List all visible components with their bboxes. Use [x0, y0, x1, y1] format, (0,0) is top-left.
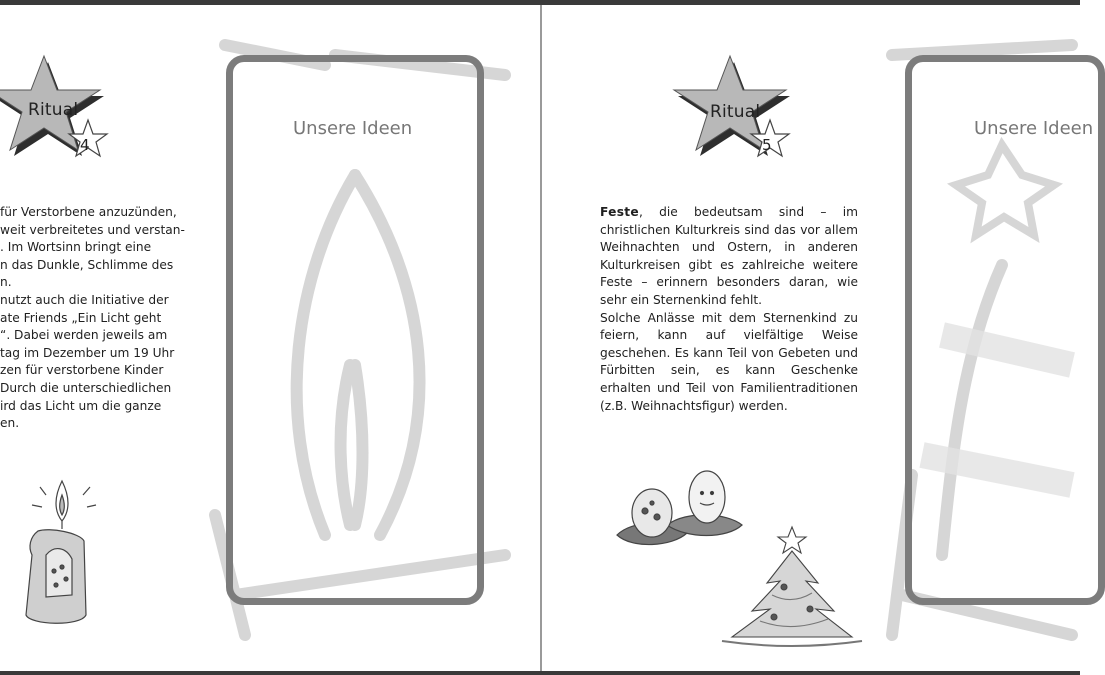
bottom-edge — [0, 671, 1080, 675]
christmas-tree-illustration — [712, 525, 872, 650]
candle-illustration — [10, 475, 110, 645]
text-line: für Verstorbene anzuzünden, — [0, 205, 177, 219]
ritual-label: Ritual — [710, 102, 761, 122]
body-text — [0, 204, 185, 433]
text-line: weit verbreitetes und verstan- — [0, 222, 185, 237]
text-line: tag im Dezember um 19 Uhr — [0, 345, 175, 360]
text-line: Durch die unterschiedlichen — [0, 380, 172, 395]
text-line: ird das Licht um die ganze — [0, 398, 162, 413]
left-page — [0, 5, 540, 671]
text-line: . Im Wortsinn bringt eine — [0, 240, 152, 255]
text-line: “. Dabei werden jeweils am — [0, 328, 168, 343]
keyword-feste: Feste — [600, 205, 639, 219]
ritual-badge-5 — [670, 50, 800, 175]
ideas-label: Unsere Ideen — [293, 118, 413, 139]
text-line: ate Friends „Ein Licht geht — [0, 310, 162, 325]
ritual-number: 5 — [762, 136, 772, 154]
text-line: nutzt auch die Initiative der — [0, 292, 169, 307]
ritual-badge-4 — [0, 50, 120, 175]
text-line: zen für verstorbene Kinder — [0, 363, 164, 378]
paragraph-1-text: , die bedeutsam sind – im christlichen Kulturkreis sind das vor allem Weihnachten und Ostern, in anderen Kulturkreisen gibt es zahlreiche weitere Feste – erinnern besonders daran, wie sehr ein Sternenkind fehlt. — [600, 205, 858, 307]
ideas-label: Unsere Ideen — [974, 118, 1094, 139]
paragraph-1 — [600, 204, 858, 310]
paragraph-2: Solche Anlässe mit dem Sternenkind zu feiern, kann auf vielfältige Weise geschehen. Es kann Teil von Gebeten und Fürbitten sein, es kann Geschenke erhalten und Teil von Familientraditionen (z.B. Weihnachtsfigur) werden. — [600, 310, 858, 413]
ritual-number: 4 — [80, 136, 90, 154]
right-page — [542, 5, 1094, 671]
body-text — [600, 204, 858, 415]
ritual-label: Ritual — [28, 100, 79, 120]
text-line: n das Dunkle, Schlimme des — [0, 257, 174, 272]
text-line: n. — [0, 275, 12, 290]
text-line: en. — [0, 416, 20, 431]
